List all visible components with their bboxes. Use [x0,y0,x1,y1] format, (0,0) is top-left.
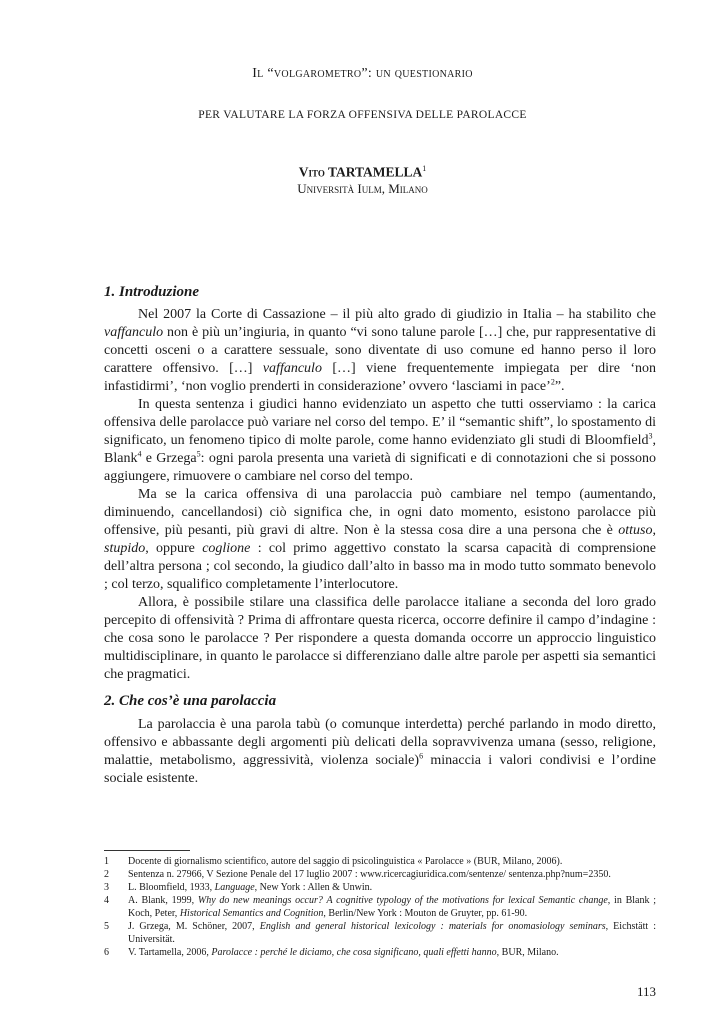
text-run: : ogni parola presenta una varietà di significati e di connotazioni che si possono aggiungere, rimuovere o cambiare nel corso del tempo. [104,451,656,484]
text-run: minaccia i valori condivisi e l’ordine sociale esistente. [104,753,656,786]
footnote [104,946,656,959]
footnote [104,855,656,868]
italic-term: stupido [104,541,146,556]
paragraph [104,396,656,486]
footnote-text [128,894,656,920]
italic-title: Why do new meanings occur? A cognitive typology of the motivations for lexical Semantic change [197,895,608,906]
section-body-parolaccia [104,716,656,788]
text-run: non è più un’ingiuria, in quanto “vi sono talune parole […] che, pur rappresentative di concetti osceni o a carattere sessuale, sono diventate di uso comune ed hanno perso il loro carattere offensivo. […] [104,325,656,376]
text-run: , New York : Allen & Unwin. [254,882,373,893]
footnote-ref: 6 [419,751,424,761]
author-text: Vito TARTAMELLA [298,164,423,180]
text-run: Nel 2007 la Corte di Cassazione – il più alto grado di giudizio in Italia – ha stabilito che [138,307,656,322]
text-run: A. Blank, 1999, [128,895,198,906]
footnote-divider [104,850,190,851]
italic-title: Parolacce : perché le diciamo, che cosa significano, quali effetti hanno [211,947,497,958]
footnote-text [128,920,656,946]
italic-title: Language [214,882,255,893]
paragraph [104,716,656,788]
italic-title: English and general historical lexicology : materials for onomasiology seminars [259,921,606,932]
text-run: , oppure [145,541,203,556]
text-run: , BUR, Milano. [496,947,559,958]
italic-term: vaffanculo [104,325,164,340]
text-run: J. Grzega, M. Schöner, 2007, [128,921,260,932]
footnote [104,920,656,946]
italic-term: ottuso [618,523,653,538]
footnote [104,881,656,894]
text-run: , [652,523,656,538]
author-affiliation: Università Iulm, Milano [297,181,428,196]
text-run: L. Bloomfield, 1933, [128,882,215,893]
text-run: : col primo aggettivo constato la scarsa capacità di comprensione dell’altra persona ; col secondo, la giudico dall’alto in basso ma in modo tutto sommato benevolo ; col terzo, squalifico completamente l’interlocutore. [104,541,656,592]
text-run: e Grzega [141,451,197,466]
footnote-text: Docente di giornalismo scientifico, autore del saggio di psicolinguistica « Parolacce » (BUR, Milano, 2006). [128,856,563,867]
footnote [104,868,656,881]
text-run: , in Blank ; Koch, Peter, [128,895,656,919]
footnote-number: 3 [104,882,109,893]
text-run: , Berlin/New York : Mouton de Gruyter, pp. 61-90. [323,908,528,919]
italic-term: coglione [202,541,251,556]
footnote-ref: 3 [648,431,653,441]
text-run: V. Tartamella, 2006, [128,947,212,958]
paragraph [104,486,656,594]
footnote-text [128,946,656,959]
footnote-number: 6 [104,947,109,958]
text-run: In questa sentenza i giudici hanno evidenziato un aspetto che tutti osserviamo : la carica offensiva delle parolacce può variare nel corso del tempo. E’ il “semantic shift”, lo spostamento di significato, un fenomeno tipico di molte parole, come hanno evidenziato gli studi di Bloomfield [104,397,656,448]
article-subtitle: PER VALUTARE LA FORZA OFFENSIVA DELLE PAROLACCE [198,109,527,121]
page-number: 113 [636,984,656,999]
italic-title: Historical Semantics and Cognition [179,908,324,919]
footnote-text: Sentenza n. 27966, V Sezione Penale del 17 luglio 2007 : www.ricercagiuridica.com/sentenze/ sentenza.php?num=2350. [128,869,611,880]
footnote-number: 5 [104,921,109,932]
section-body-introduzione [104,306,656,684]
section-heading-introduzione: 1. Introduzione [104,284,200,300]
paragraph: Allora, è possibile stilare una classifica delle parolacce italiane a seconda del loro grado percepito di offensività ? Prima di affrontare questa ricerca, occorre definire il campo d’indagine : che cosa sono le parolacce ? Per rispondere a questa domanda occorre un approccio linguistico multidisciplinare, in quanto le parolacce si differenziano dalle altre parole per aspetti sia semantici che pragmatici. [104,595,656,682]
text-run: , Eichstätt : Universität. [128,921,656,945]
footnotes [104,855,656,959]
paragraph [104,306,656,396]
footnote-ref: 4 [137,449,142,459]
author-footnote-ref: 1 [422,164,427,173]
text-run: […] viene frequentemente impiegata per dire ‘non infastidirmi’, ‘non voglio prenderti in considerazione’ ovvero ‘lasciami in pace’ [104,361,656,394]
text-run: Ma se la carica offensiva di una parolaccia può cambiare nel tempo (aumentando, diminuendo, cancellandosi) ciò significa che, in ogni dato momento, esistono parolacce più offensive, più pesanti, più gravi di altre. Non è la stessa cosa dire a una persona che è [104,487,656,538]
text-run: ”. [554,379,565,394]
footnote-number: 4 [104,895,109,906]
italic-term: vaffanculo [262,361,322,376]
footnote-text [128,881,656,894]
text-run: , Blank [104,433,656,466]
author-name [0,164,725,181]
article-title: Il “volgarometro”: un questionario [252,66,473,81]
footnote-number: 1 [104,856,109,867]
footnote-number: 2 [104,869,109,880]
section-heading-parolaccia: 2. Che cos’è una parolaccia [104,693,277,709]
footnote-ref: 5 [196,449,201,459]
footnote [104,894,656,920]
text-run: La parolaccia è una parola tabù (o comunque interdetta) perché parlando in modo diretto, offensivo e abbassante degli argomenti più delicati della sopravvivenza umana (sesso, religione, malattie, metabolismo, aggressività, violenza sociale) [104,717,656,768]
footnote-ref: 2 [550,377,555,387]
